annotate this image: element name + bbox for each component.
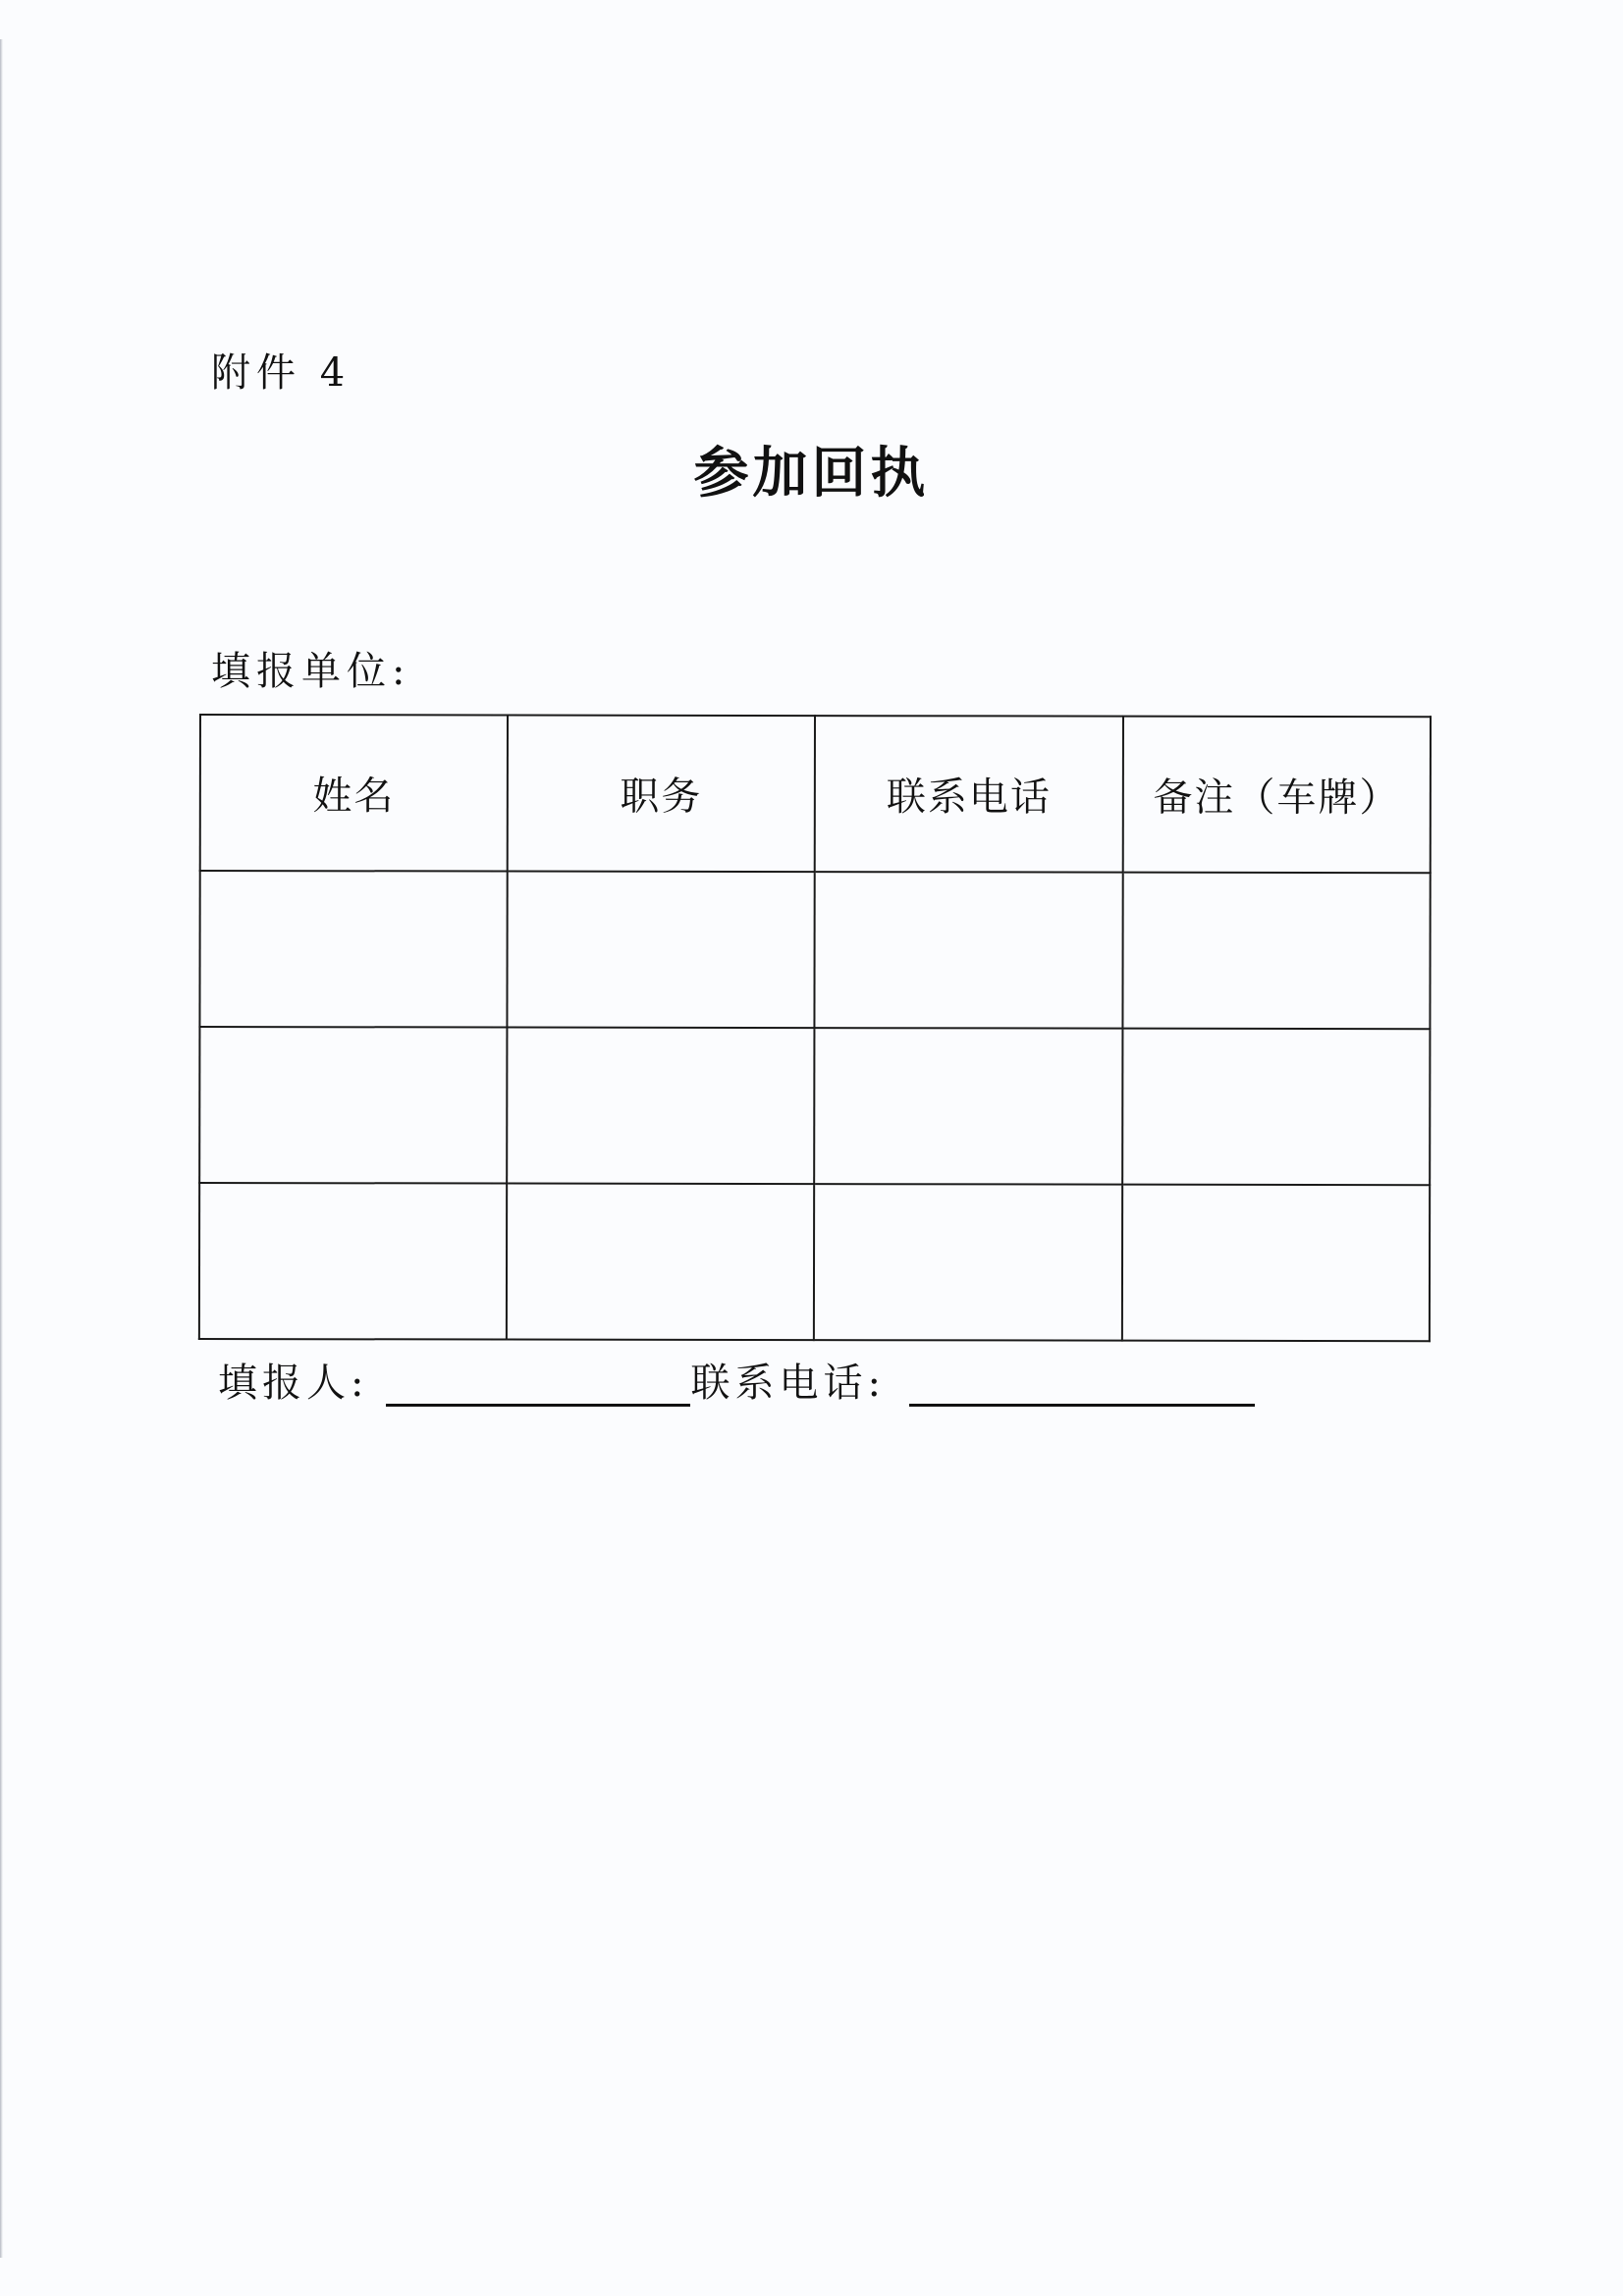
- footer-fill-line: [218, 1356, 1255, 1411]
- cell-position[interactable]: [507, 1028, 814, 1185]
- cell-position[interactable]: [507, 1184, 814, 1341]
- cell-name[interactable]: [199, 871, 507, 1028]
- reporter-blank-field[interactable]: [386, 1357, 690, 1407]
- table-row: [199, 1183, 1430, 1341]
- participant-table: [198, 714, 1432, 1342]
- header-phone: 联系电话: [815, 716, 1123, 873]
- table-header-row: [200, 715, 1431, 873]
- cell-name[interactable]: [199, 1027, 507, 1184]
- reporter-label: 填报人:: [218, 1361, 369, 1406]
- scan-page-edge: [0, 39, 3, 2258]
- cell-phone[interactable]: [814, 1028, 1122, 1185]
- header-position: 职务: [508, 716, 815, 873]
- cell-remarks[interactable]: [1122, 1185, 1430, 1342]
- contact-phone-blank-field[interactable]: [909, 1357, 1255, 1407]
- cell-phone[interactable]: [814, 872, 1122, 1029]
- header-name: 姓名: [200, 715, 508, 872]
- cell-remarks[interactable]: [1122, 1029, 1430, 1186]
- table-row: [199, 871, 1430, 1029]
- cell-remarks[interactable]: [1122, 873, 1430, 1030]
- contact-phone-label: 联系电话:: [690, 1361, 886, 1406]
- attachment-label: 附件 4: [211, 350, 352, 396]
- header-remarks-plate: 备注（车牌）: [1123, 717, 1431, 874]
- document-title: 参加回执: [693, 441, 930, 506]
- cell-phone[interactable]: [814, 1184, 1122, 1341]
- cell-position[interactable]: [507, 872, 814, 1029]
- reporting-unit-label: 填报单位:: [211, 649, 411, 694]
- table-row: [199, 1027, 1430, 1185]
- cell-name[interactable]: [199, 1183, 507, 1340]
